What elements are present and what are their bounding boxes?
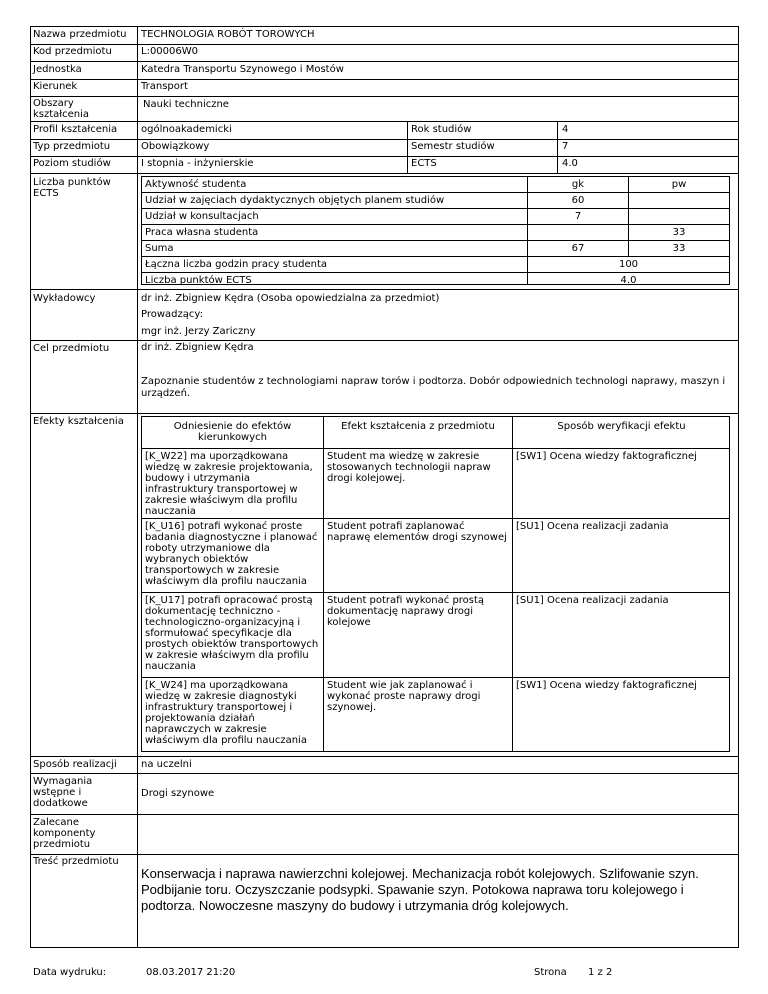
ects-total-value: 4.0 [620, 275, 637, 286]
semestr-value: 7 [562, 141, 569, 152]
efekty-cell: Student ma wiedzę w zakresie stosowanych technologii napraw drogi kolejowej. [327, 451, 491, 484]
rule [141, 256, 730, 257]
efekty-cell: Student potrafi zaplanować naprawę elementów drogi szynowej [327, 521, 507, 543]
lecturer-line: mgr inż. Jerzy Zariczny [141, 326, 256, 337]
rule [141, 208, 730, 209]
print-date: 08.03.2017 21:20 [146, 967, 236, 978]
cel-text: Zapoznanie studentów z technologiami napraw torów i podtorza. Dobór odpowiednich technologi naprawy, maszyn i urządzeń. [141, 376, 726, 399]
jednostka-label: Jednostka [33, 64, 82, 75]
efekty-col-header: Odniesienie do efektów kierunkowych [173, 421, 292, 443]
rule [141, 224, 730, 225]
rule [141, 677, 730, 678]
poziom-value: I stopnia - inżynierskie [141, 158, 254, 169]
ects-row-gk: 7 [574, 211, 582, 222]
typ-label: Typ przedmiotu [33, 141, 111, 152]
poziom-label: Poziom studiów [33, 158, 111, 169]
cel-label: Cel przedmiotu [33, 343, 110, 354]
efekty-cell: [K_U17] potrafi opracować prostą dokumentację techniczno - technologiczno-organizacyjną i sformułować specyfikacje dla prostych obiektów transportowych w zakresie właściwym dla profilu nauczania [145, 595, 319, 672]
kierunek-label: Kierunek [33, 81, 78, 92]
efekty-cell: [K_W24] ma uporządkowana wiedzę w zakresie diagnostyki infrastruktury transportowej i projektowania działań naprawczych w zakresie właściwym dla profilu nauczania [145, 680, 307, 746]
ects-row-gk: 60 [571, 195, 585, 206]
kod-label: Kod przedmiotu [33, 46, 112, 57]
obszary-label: Obszary kształcenia [33, 98, 90, 120]
print-date-label: Data wydruku: [33, 967, 107, 978]
efekty-cell: [SU1] Ocena realizacji zadania [516, 595, 669, 606]
ects-row-gk: 67 [571, 243, 585, 254]
ects-label: ECTS [411, 158, 437, 169]
tresc-text: Konserwacja i naprawa nawierzchni kolejowej. Mechanizacja robót kolejowych. Szlifowanie szyn. Podbijanie toru. Oczyszczanie podsypki. Spawanie szyn. Potokowa naprawa toru kolejowego i podtorza. Nowoczesne maszyny do budowy i utrzymania dróg kolejowych. [141, 866, 699, 913]
wymagania-value: Drogi szynowe [141, 788, 215, 799]
ects-row-name: Praca własna studenta [145, 227, 259, 238]
page-label: Strona [534, 967, 567, 978]
ects-col-pw: pw [671, 179, 687, 190]
rule [407, 121, 408, 173]
ects-row-name: Udział w konsultacjach [145, 211, 259, 222]
efekty-cell: Student potrafi wykonać prostą dokumentację naprawy drogi kolejowe [327, 595, 485, 628]
ects-row-pw: 33 [672, 227, 686, 238]
ects-row-name: Udział w zajęciach dydaktycznych objętych planem studiów [145, 195, 445, 206]
wykladowcy-label: Wykładowcy [33, 293, 96, 304]
sposob-label: Sposób realizacji [33, 759, 117, 770]
ects-value: 4.0 [562, 158, 578, 169]
rule [141, 448, 730, 449]
efekty-cell: [SW1] Ocena wiedzy faktograficznej [516, 451, 697, 462]
efekty-col-header: Efekt kształcenia z przedmiotu [341, 421, 495, 432]
profil-label: Profil kształcenia [33, 124, 118, 135]
efekty-label: Efekty kształcenia [33, 416, 124, 427]
efekty-cell: [SW1] Ocena wiedzy faktograficznej [516, 680, 697, 691]
rule [323, 416, 324, 751]
efekty-cell: [SU1] Ocena realizacji zadania [516, 521, 669, 532]
rule [141, 192, 730, 193]
rok-label: Rok studiów [411, 124, 472, 135]
label-divider [137, 26, 138, 948]
ects-row-pw: 33 [672, 243, 686, 254]
efekty-cell: [K_U16] potrafi wykonać proste badania diagnostyczne i planować roboty utrzymaniowe dla wybranych obiektów transportowych w zakresie właściwym dla profilu nauczania [145, 521, 318, 587]
lecturer-line: dr inż. Zbigniew Kędra [141, 342, 254, 353]
lecturer-line: Prowadzący: [141, 309, 203, 320]
profil-value: ogólnoakademicki [141, 124, 232, 135]
nazwa-label: Nazwa przedmiotu [33, 29, 127, 40]
ects-row-name: Suma [145, 243, 174, 254]
rule [141, 272, 730, 273]
page-number: 1 z 2 [588, 967, 613, 978]
efekty-col-header: Sposób weryfikacji efektu [557, 421, 686, 432]
obszary-value: Nauki techniczne [143, 99, 229, 110]
ects-col-activity: Aktywność studenta [145, 179, 247, 190]
tresc-label: Treść przedmiotu [33, 856, 119, 867]
efekty-cell: Student wie jak zaplanować i wykonać proste naprawy drogi szynowej. [327, 680, 481, 713]
rule [512, 416, 513, 751]
semestr-label: Semestr studiów [411, 141, 495, 152]
kod-value: L:00006W0 [141, 46, 199, 57]
ects-col-gk: gk [571, 179, 585, 190]
typ-value: Obowiązkowy [141, 141, 210, 152]
ects-section-label: Liczba punktów ECTS [33, 177, 111, 199]
rule [141, 518, 730, 519]
rule [141, 240, 730, 241]
ects-total-label: Liczba punktów ECTS [145, 275, 252, 286]
sposob-value: na uczelni [141, 759, 192, 770]
ects-total-hours-label: Łączna liczba godzin pracy studenta [145, 259, 327, 270]
wymagania-label: Wymagania wstępne i dodatkowe [33, 776, 93, 809]
ects-total-hours-value: 100 [618, 259, 639, 270]
rok-value: 4 [562, 124, 569, 135]
rule [141, 592, 730, 593]
rule [557, 121, 558, 173]
nazwa-value: TECHNOLOGIA ROBÓT TOROWYCH [141, 29, 315, 40]
kierunek-value: Transport [141, 81, 188, 92]
zalecane-label: Zalecane komponenty przedmiotu [33, 817, 96, 850]
efekty-cell: [K_W22] ma uporządkowana wiedzę w zakresie projektowania, budowy i utrzymania infrastruktury transportowej w zakresie właściwym dla profilu nauczania [145, 451, 313, 517]
lecturer-line: dr inż. Zbigniew Kędra (Osoba opowiedzialna za przedmiot) [141, 293, 440, 304]
jednostka-value: Katedra Transportu Szynowego i Mostów [141, 64, 344, 75]
